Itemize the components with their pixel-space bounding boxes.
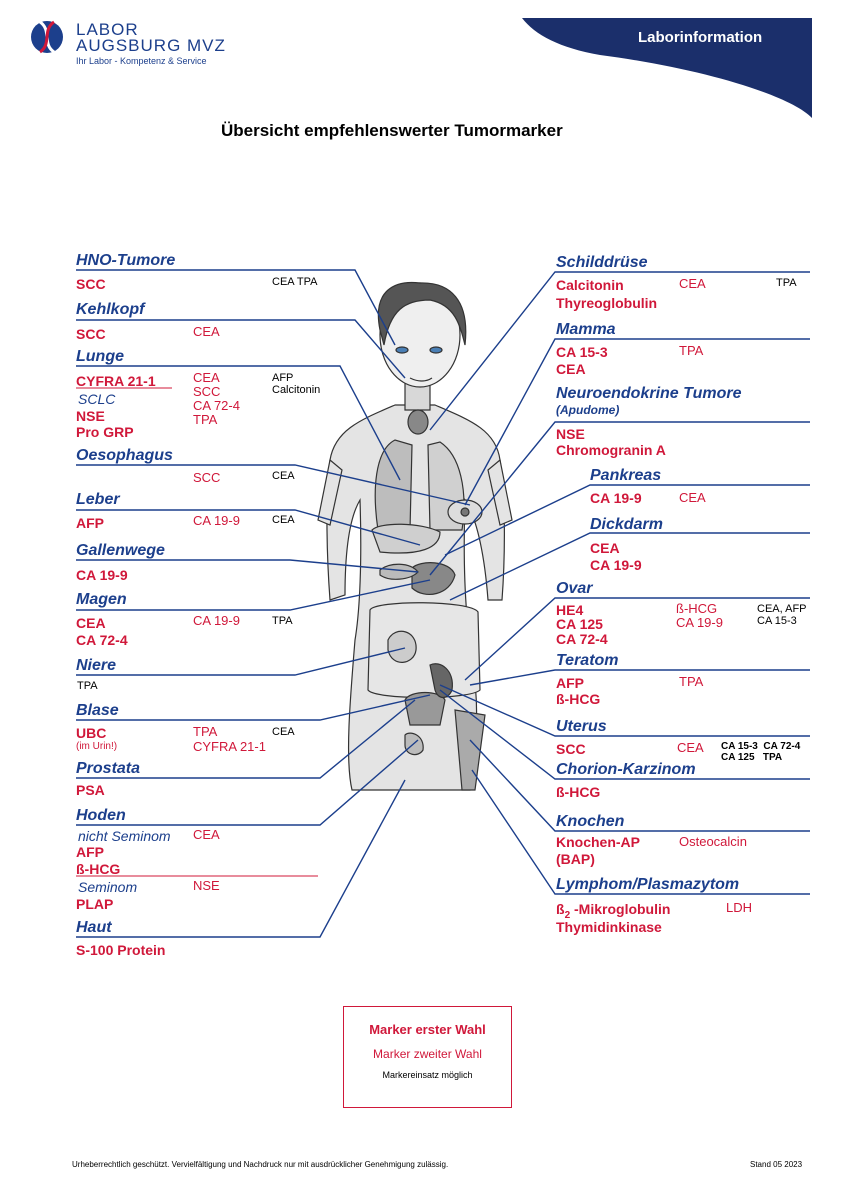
lunge-first1: CYFRA 21-1	[76, 373, 156, 389]
teratom-first2: ß-HCG	[556, 691, 601, 707]
page-title: Übersicht empfehlenswerter Tumormarker	[221, 121, 563, 140]
heading-blase: Blase	[76, 702, 119, 719]
logo-line1: LABOR	[76, 20, 139, 39]
uterus-black2: CA 125 TPA	[721, 752, 783, 763]
hno-black: CEA TPA	[272, 276, 318, 288]
right-connector-lines	[430, 272, 810, 894]
legend-box	[343, 1006, 512, 1108]
banner-title: Laborinformation	[638, 29, 763, 46]
teratom-second: TPA	[679, 674, 704, 689]
mamma-second: TPA	[679, 343, 704, 358]
heading-knochen: Knochen	[556, 813, 625, 830]
lunge-second1: CEA	[193, 370, 220, 385]
uterus-black1: CA 15-3 CA 72-4	[721, 741, 801, 752]
neuro-sub: (Apudome)	[556, 403, 620, 417]
schilddruese-first2: Thyreoglobulin	[556, 295, 658, 311]
heading-hno: HNO-Tumore	[76, 252, 176, 269]
blase-first: UBC	[76, 725, 107, 741]
lunge-second3: CA 72-4	[193, 398, 240, 413]
heading-neuro: Neuroendokrine Tumore	[556, 385, 742, 402]
hoden-first3: PLAP	[76, 896, 114, 912]
lunge-second4: TPA	[193, 412, 218, 427]
legend-second: Marker zweiter Wahl	[373, 1047, 482, 1061]
lymphom-first1-a: ß	[556, 901, 565, 917]
blase-note: (im Urin!)	[76, 741, 118, 752]
hoden-sub2: Seminom	[78, 879, 138, 895]
blase-black: CEA	[272, 726, 295, 738]
pankreas-second: CEA	[679, 490, 706, 505]
dickdarm-first2: CA 19-9	[590, 557, 642, 573]
lunge-first2: NSE	[76, 408, 105, 424]
heading-leber: Leber	[76, 491, 120, 508]
legend-first: Marker erster Wahl	[369, 1022, 486, 1037]
ovar-black1: CEA, AFP	[757, 603, 807, 615]
ovar-black2: CA 15-3	[757, 615, 797, 627]
ovar-second2: CA 19-9	[676, 615, 723, 630]
blase-second1: TPA	[193, 724, 218, 739]
legend-third: Markereinsatz möglich	[382, 1070, 473, 1080]
haut-first: S-100 Protein	[76, 942, 166, 958]
heading-oesophagus: Oesophagus	[76, 447, 173, 464]
teratom-first1: AFP	[556, 675, 584, 691]
heading-lymphom: Lymphom/Plasmazytom	[556, 876, 740, 893]
heading-kehlkopf: Kehlkopf	[76, 301, 145, 318]
neuro-first2: Chromogranin A	[556, 442, 666, 458]
oesophagus-second: SCC	[193, 470, 221, 485]
logo-tagline: Ihr Labor - Kompetenz & Service	[76, 56, 207, 66]
mamma-first1: CA 15-3	[556, 344, 608, 360]
lunge-black2: Calcitonin	[272, 384, 321, 396]
lunge-black1: AFP	[272, 372, 294, 384]
hoden-first2: ß-HCG	[76, 861, 121, 877]
heading-dickdarm: Dickdarm	[590, 516, 663, 533]
lunge-first3: Pro GRP	[76, 424, 134, 440]
heading-prostata: Prostata	[76, 760, 141, 777]
lymphom-first1-c: -Mikroglobulin	[570, 901, 671, 917]
heading-hoden: Hoden	[76, 807, 126, 824]
ovar-first2: CA 125	[556, 616, 603, 632]
logo-line2: AUGSBURG MVZ	[76, 36, 226, 55]
magen-black: TPA	[272, 615, 293, 627]
kehlkopf-first: SCC	[76, 326, 106, 342]
schilddruese-black: TPA	[776, 277, 797, 289]
uterus-first: SCC	[556, 741, 586, 757]
knochen-second: Osteocalcin	[679, 834, 747, 849]
uterus-second: CEA	[677, 740, 704, 755]
footer-copyright: Urheberrechtlich geschützt. Vervielfältigung und Nachdruck nur mit ausdrücklicher Genehmigung zulässig.	[72, 1160, 449, 1169]
chorion-first: ß-HCG	[556, 784, 601, 800]
heading-niere: Niere	[76, 657, 117, 674]
lymphom-second: LDH	[726, 900, 753, 915]
dickdarm-first1: CEA	[590, 540, 620, 556]
schilddruese-second: CEA	[679, 276, 706, 291]
hoden-first1: AFP	[76, 844, 104, 860]
magen-first2: CA 72-4	[76, 632, 128, 648]
logo-icon	[31, 21, 63, 53]
heading-lunge: Lunge	[76, 348, 124, 365]
heading-gallenwege: Gallenwege	[76, 542, 165, 559]
heading-teratom: Teratom	[556, 652, 619, 669]
heading-ovar: Ovar	[556, 580, 593, 597]
ovar-first1: HE4	[556, 602, 584, 618]
hoden-second1: CEA	[193, 827, 220, 842]
niere-black: TPA	[77, 680, 98, 692]
hno-first: SCC	[76, 276, 106, 292]
heading-mamma: Mamma	[556, 321, 616, 338]
knochen-first2: (BAP)	[556, 851, 595, 867]
schilddruese-first1: Calcitonin	[556, 277, 624, 293]
knochen-first1: Knochen-AP	[556, 834, 640, 850]
leber-black: CEA	[272, 514, 295, 526]
ovar-second1: ß-HCG	[676, 601, 718, 616]
leber-first: AFP	[76, 515, 104, 531]
prostata-first: PSA	[76, 782, 105, 798]
lunge-second2: SCC	[193, 384, 221, 399]
mamma-first2: CEA	[556, 361, 586, 377]
kehlkopf-second: CEA	[193, 324, 220, 339]
neuro-first1: NSE	[556, 426, 585, 442]
heading-schilddruese: Schilddrüse	[556, 254, 648, 271]
ovar-first3: CA 72-4	[556, 631, 608, 647]
heading-pankreas: Pankreas	[590, 467, 662, 484]
leber-second: CA 19-9	[193, 513, 240, 528]
gallenwege-first: CA 19-9	[76, 567, 128, 583]
hoden-second2: NSE	[193, 878, 220, 893]
lunge-sclc: SCLC	[78, 391, 116, 407]
magen-first1: CEA	[76, 615, 106, 631]
blase-second2: CYFRA 21-1	[193, 739, 266, 754]
magen-second: CA 19-9	[193, 613, 240, 628]
heading-uterus: Uterus	[556, 718, 607, 735]
footer-stand: Stand 05 2023	[750, 1160, 803, 1169]
heading-magen: Magen	[76, 591, 127, 608]
lymphom-first2: Thymidinkinase	[556, 919, 662, 935]
oesophagus-black: CEA	[272, 470, 295, 482]
pankreas-first: CA 19-9	[590, 490, 642, 506]
lymphom-first1-sub: 2	[564, 909, 571, 921]
hoden-sub1: nicht Seminom	[78, 828, 171, 844]
heading-haut: Haut	[76, 919, 112, 936]
heading-chorion: Chorion-Karzinom	[556, 761, 696, 778]
